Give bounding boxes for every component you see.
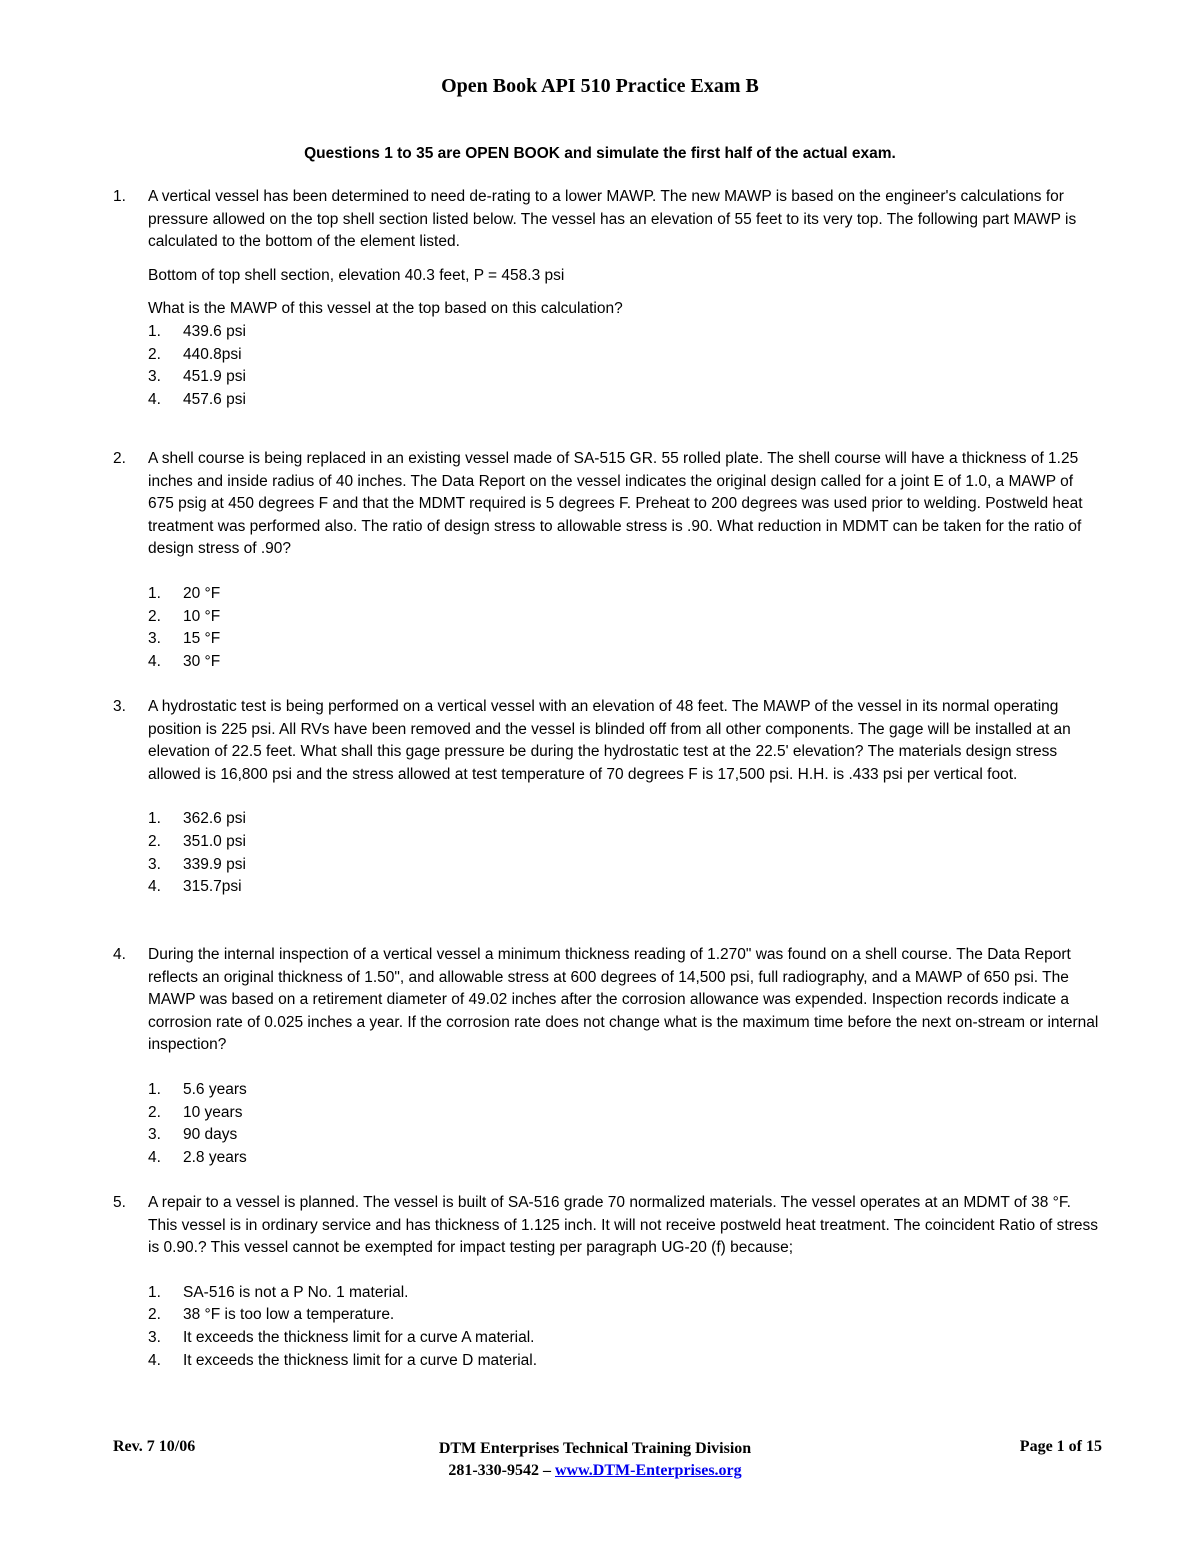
choice-text: 5.6 years — [183, 1080, 247, 1098]
choice-number: 4. — [148, 1351, 161, 1369]
choice-number: 2. — [148, 607, 161, 625]
choice-number: 3. — [148, 630, 161, 648]
choice-number: 2. — [148, 1306, 161, 1324]
choice-text: 90 days — [183, 1126, 238, 1144]
choice-number: 2. — [148, 1103, 161, 1121]
choice-number: 4. — [148, 878, 161, 896]
choice-text: 15 °F — [183, 630, 221, 648]
choice-text: 38 °F is too low a temperature. — [183, 1306, 395, 1324]
answer-choices — [148, 1079, 1103, 1169]
question-2 — [113, 448, 1103, 673]
page-subtitle: Questions 1 to 35 are OPEN BOOK and simulate the first half of the actual exam. — [304, 145, 896, 162]
answer-choice — [148, 321, 1103, 344]
question-3 — [113, 696, 1103, 899]
answer-choice — [148, 854, 1103, 877]
choice-text: 362.6 psi — [183, 810, 246, 828]
choice-number: 3. — [148, 1126, 161, 1144]
question-text: During the internal inspection of a vertical vessel a minimum thickness reading of 1.270" was found on a shell course. The Data Report reflects an original thickness of 1.50", and allowable stress at 600 degrees of 14,500 psi, full radiography, and a MAWP of 650 psi. The MAWP was based on a retirement diameter of 49.02 inches after the corrosion allowance was expended. Inspection records indicate a corrosion rate of 0.025 inches a year. If the corrosion rate does not change what is the maximum time before the next on-stream or internal inspection? — [148, 946, 1099, 1054]
choice-text: 439.6 psi — [183, 322, 246, 340]
answer-choice — [148, 876, 1103, 899]
answer-choice — [148, 583, 1103, 606]
question-text: A hydrostatic test is being performed on a vertical vessel with an elevation of 48 feet. The MAWP of the vessel in its normal operating position is 225 psi. All RVs have been removed and the vessel is blinded off from all other components. The gage will be installed at an elevation of 22.5 feet. What shall this gage pressure be during the hydrostatic test at the 22.5' elevation? The materials design stress allowed is 16,800 psi and the stress allowed at test temperature of 70 degrees F is 17,500 psi. H.H. is .433 psi per vertical foot. — [148, 698, 1071, 783]
separator: – — [539, 1462, 555, 1479]
choice-number: 4. — [148, 652, 161, 670]
choice-number: 3. — [148, 855, 161, 873]
choice-text: It exceeds the thickness limit for a curve D material. — [183, 1351, 538, 1369]
choice-text: 30 °F — [183, 652, 221, 670]
answer-choice — [148, 1304, 1103, 1327]
footer-center — [0, 1438, 1190, 1482]
question-text: A vertical vessel has been determined to need de-rating to a lower MAWP. The new MAWP is based on the engineer's calculations for pressure allowed on the top shell section listed below. The vessel has an elevation of 55 feet to its very top. The following part MAWP is calculated to the bottom of the element listed. — [148, 188, 1077, 251]
question-5 — [113, 1192, 1103, 1372]
answer-choice — [148, 1079, 1103, 1102]
answer-choice — [148, 1124, 1103, 1147]
answer-choice — [148, 606, 1103, 629]
question-1 — [113, 186, 1103, 411]
choice-number: 1. — [148, 810, 161, 828]
contact-line — [0, 1460, 1190, 1482]
answer-choice — [148, 389, 1103, 412]
answer-choices — [148, 321, 1103, 411]
choice-number: 1. — [148, 584, 161, 602]
choice-number: 4. — [148, 1148, 161, 1166]
answer-choice — [148, 344, 1103, 367]
question-prompt: What is the MAWP of this vessel at the top based on this calculation? — [148, 300, 623, 318]
answer-choice — [148, 1350, 1103, 1373]
choice-number: 2. — [148, 832, 161, 850]
answer-choice — [148, 1327, 1103, 1350]
choice-text: 339.9 psi — [183, 855, 246, 873]
answer-choices — [148, 1282, 1103, 1372]
answer-choice — [148, 628, 1103, 651]
question-4 — [113, 944, 1103, 1169]
answer-choice — [148, 1282, 1103, 1305]
choice-number: 1. — [148, 322, 161, 340]
choice-text: It exceeds the thickness limit for a curve A material. — [183, 1328, 535, 1346]
choice-number: 1. — [148, 1080, 161, 1098]
page-number: Page 1 of 15 — [1019, 1438, 1102, 1455]
choice-text: 351.0 psi — [183, 832, 246, 850]
question-text: A shell course is being replaced in an existing vessel made of SA-515 GR. 55 rolled plate. The shell course will have a thickness of 1.25 inches and inside radius of 40 inches. The Data Report on the vessel indicates the original design called for a joint E of 1.0, a MAWP of 675 psig at 450 degrees F and that the MDMT required is 5 degrees F. Preheat to 200 degrees was used prior to welding. Postweld heat treatment was performed also. The ratio of design stress to allowable stress is .90. What reduction in MDMT can be taken for the ratio of design stress of .90? — [148, 450, 1083, 558]
choice-text: 440.8psi — [183, 345, 242, 363]
question-number: 1. — [113, 188, 126, 205]
answer-choice — [148, 831, 1103, 854]
answer-choice — [148, 651, 1103, 674]
answer-choice — [148, 1147, 1103, 1170]
website-link[interactable]: www.DTM-Enterprises.org — [555, 1462, 742, 1479]
question-number: 5. — [113, 1194, 126, 1211]
phone-number: 281-330-9542 — [448, 1462, 539, 1479]
question-number: 2. — [113, 450, 126, 467]
question-text: A repair to a vessel is planned. The vessel is built of SA-516 grade 70 normalized materials. The vessel operates at an MDMT of 38 °F. This vessel is in ordinary service and has thickness of 1.125 inch. It will not receive postweld heat treatment. The coincident Ratio of stress is 0.90.? This vessel cannot be exempted for impact testing per paragraph UG-20 (f) because; — [148, 1194, 1098, 1257]
answer-choices — [148, 583, 1103, 673]
choice-text: 10 years — [183, 1103, 243, 1121]
choice-text: 10 °F — [183, 607, 221, 625]
choice-number: 4. — [148, 390, 161, 408]
choice-number: 1. — [148, 1283, 161, 1301]
organization-name: DTM Enterprises Technical Training Division — [438, 1440, 752, 1457]
answer-choices — [148, 808, 1103, 898]
choice-text: 315.7psi — [183, 878, 242, 896]
choice-text: SA-516 is not a P No. 1 material. — [183, 1283, 409, 1301]
choice-text: 457.6 psi — [183, 390, 246, 408]
choice-text: 20 °F — [183, 584, 221, 602]
question-given-data: Bottom of top shell section, elevation 40.3 feet, P = 458.3 psi — [148, 266, 565, 284]
choice-text: 451.9 psi — [183, 368, 246, 386]
page-title: Open Book API 510 Practice Exam B — [441, 75, 759, 97]
answer-choice — [148, 366, 1103, 389]
answer-choice — [148, 1102, 1103, 1125]
answer-choice — [148, 808, 1103, 831]
choice-number: 3. — [148, 1328, 161, 1346]
revision-label: Rev. 7 10/06 — [113, 1438, 196, 1455]
question-number: 4. — [113, 946, 126, 963]
question-number: 3. — [113, 698, 126, 715]
choice-number: 3. — [148, 368, 161, 386]
choice-text: 2.8 years — [183, 1148, 247, 1166]
choice-number: 2. — [148, 345, 161, 363]
